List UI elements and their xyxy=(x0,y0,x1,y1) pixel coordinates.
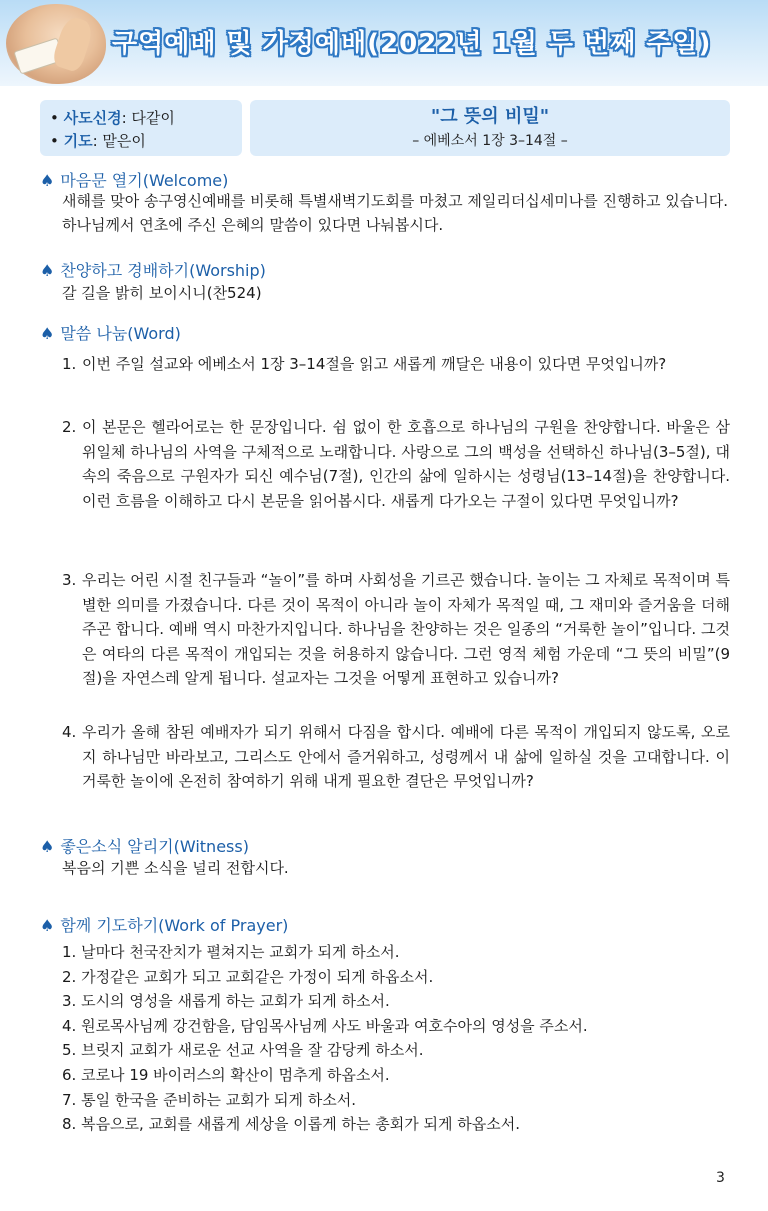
heading-text: 좋은소식 알리기(Witness) xyxy=(60,837,249,856)
hand-icon xyxy=(51,15,96,74)
section-heading-witness xyxy=(40,836,249,858)
prayer-value: : 맡은이 xyxy=(92,132,146,150)
page-title: 구역예배 및 가정예배(2022년 1월 두 번째 주일) xyxy=(112,29,712,59)
question-number: 2. xyxy=(62,418,77,436)
creed-row xyxy=(50,108,175,128)
heading-text: 마음문 열기(Welcome) xyxy=(60,171,229,190)
question-number: 4. xyxy=(62,723,77,741)
question-text: 우리는 어린 시절 친구들과 “놀이”를 하며 사회성을 기르곤 했습니다. 놀이는 그 자체로 목적이며 특별한 의미를 가졌습니다. 다른 것이 목적이 아니라 놀이 자체가 목적일 때, 그 재미와 즐거움을 더해주곤 합니다. 예배 역시 마찬가지입니다. 하나님을 찬양하는 것은 일종의 “거룩한 놀이”입니다. 그것은 여타의 다른 목적이 개입되는 것을 허용하지 않습니다. 그런 영적 체험 가운데 “그 뜻의 비밀”(9절)을 자연스레 알게 됩니다. 설교자는 그것을 어떻게 표현하고 있습니까? xyxy=(82,571,730,687)
sermon-box xyxy=(250,100,730,156)
question-number: 1. xyxy=(62,355,77,373)
creed-label: 사도신경 xyxy=(63,109,122,127)
question-number: 3. xyxy=(62,571,77,589)
welcome-text: 새해를 맞아 송구영신예배를 비롯해 특별새벽기도회를 마쳤고 제일리더십세미나를 진행하고 있습니다. 하나님께서 연초에 주신 은혜의 말씀이 있다면 나눠봅시다. xyxy=(62,192,728,234)
prayer-list xyxy=(62,940,730,1137)
sermon-title: "그 뜻의 비밀" xyxy=(430,106,550,127)
praying-hands-bible-image xyxy=(6,4,106,84)
spade-icon: ♠ xyxy=(40,324,55,343)
prayer-item: 4. 원로목사님께 강건함을, 담임목사님께 사도 바울과 여호수아의 영성을 주소서. xyxy=(62,1016,588,1035)
prayer-item: 1. 날마다 천국잔치가 펼쳐지는 교회가 되게 하소서. xyxy=(62,943,400,961)
section-heading-welcome xyxy=(40,170,228,192)
page-number: 3 xyxy=(716,1170,725,1186)
question-text: 이 본문은 헬라어로는 한 문장입니다. 쉼 없이 한 호흡으로 하나님의 구원을 찬양합니다. 바울은 삼위일체 하나님의 사역을 구체적으로 노래합니다. 사랑으로 그의 백성을 선택하신 하나님(3–5절), 대속의 죽음으로 구원자가 되신 예수님(7절), 인간의 삶에 일하시는 성령님(13–14절)을 찬양합니다. 이런 흐름을 이해하고 다시 본문을 읽어봅시다. 새롭게 다가오는 구절이 있다면 무엇입니까? xyxy=(82,418,730,510)
worship-text: 갈 길을 밝히 보이시니(찬524) xyxy=(62,284,262,302)
sermon-reference: – 에베소서 1장 3–14절 – xyxy=(412,133,568,149)
prayer-item: 8. 복음으로, 교회를 새롭게 세상을 이롭게 하는 총회가 되게 하옵소서. xyxy=(62,1115,520,1134)
question-item xyxy=(62,352,730,377)
bullet-dot: • xyxy=(50,132,64,150)
question-text: 우리가 올해 참된 예배자가 되기 위해서 다짐을 합시다. 예배에 다른 목적이 개입되지 않도록, 오로지 하나님만 바라보고, 그리스도 안에서 즐거워하고, 성령께서 내 삶에 일하실 것을 고대합니다. 이 거룩한 놀이에 온전히 참여하기 위해 내게 필요한 결단은 무엇입니까? xyxy=(82,723,730,790)
prayer-item: 6. 코로나 19 바이러스의 확산이 멈추게 하옵소서. xyxy=(62,1065,390,1084)
question-item xyxy=(62,720,730,794)
spade-icon: ♠ xyxy=(40,837,55,856)
prayer-label: 기도 xyxy=(63,132,93,150)
heading-text: 함께 기도하기(Work of Prayer) xyxy=(60,916,289,935)
section-heading-worship xyxy=(40,260,266,282)
prayer-item: 5. 브릿지 교회가 새로운 선교 사역을 잘 감당케 하소서. xyxy=(62,1041,424,1060)
spade-icon: ♠ xyxy=(40,171,55,190)
creed-value: : 다같이 xyxy=(121,109,175,127)
heading-text: 찬양하고 경배하기(Worship) xyxy=(60,261,266,280)
bullet-dot: • xyxy=(50,109,64,127)
question-item xyxy=(62,568,730,691)
question-item xyxy=(62,415,730,513)
section-heading-word xyxy=(40,323,181,345)
prayer-item: 2. 가정같은 교회가 되고 교회같은 가정이 되게 하옵소서. xyxy=(62,967,434,986)
spade-icon: ♠ xyxy=(40,916,55,935)
header-banner xyxy=(0,0,768,86)
heading-text: 말씀 나눔(Word) xyxy=(60,324,181,343)
section-heading-prayer xyxy=(40,915,288,937)
order-info-box xyxy=(40,100,242,156)
prayer-item: 7. 통일 한국을 준비하는 교회가 되게 하소서. xyxy=(62,1090,357,1109)
prayer-item: 3. 도시의 영성을 새롭게 하는 교회가 되게 하소서. xyxy=(62,992,390,1011)
question-text: 이번 주일 설교와 에베소서 1장 3–14절을 읽고 새롭게 깨달은 내용이 있다면 무엇입니까? xyxy=(82,355,667,373)
spade-icon: ♠ xyxy=(40,261,55,280)
prayer-row xyxy=(50,131,146,151)
witness-text: 복음의 기쁜 소식을 널리 전합시다. xyxy=(62,859,289,877)
